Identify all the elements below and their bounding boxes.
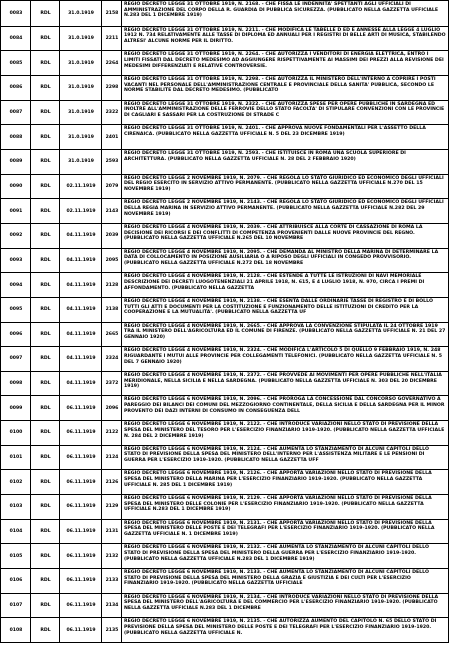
act-date: 31.0.1919 [68, 134, 94, 140]
act-description: REGIO DECRETO LEGGE 4 NOVEMBRE 1919, N. 2095. - CHE DEMANDA AL MINISTRO DELLA MARINA DI DETERMINARE LA DATA DI COLLOCAMENTO IN POSIZIONE AUSILIARIA O A RIPOSO DEGLI UFFICIALI IN CONGEDO PROVVISORIO. (PUBBLICATO NELLA GAZZETTA UFFICIALE N.272 DEL 18 NOVEMBRE [124, 249, 439, 266]
act-number: 2143 [105, 208, 119, 214]
act-type: RDL [40, 85, 51, 91]
act-type: RDL [40, 134, 51, 140]
act-type: RDL [40, 529, 51, 535]
entry-number: 0100 [9, 430, 23, 436]
entry-number: 0104 [9, 529, 23, 535]
act-type: RDL [40, 183, 51, 189]
act-description: REGIO DECRETO LEGGE 6 NOVEMBRE 1919, N. 2124. - CHE AUMENTA LO STANZIAMENTO DI ALCUNI CAPITOLI DELLO STATO DI PREVISIONE DELLA SPESA DEL MINISTERO DELL'INTERNO PER L'ASSISTENZA MILITARE E LE PENSIONI DI GUERRA PER L'ESERCIZIO 1919-1920. (PUBBLICATO NELLA GAZZETTA UFF [124, 446, 429, 464]
act-number: 2039 [105, 233, 119, 239]
act-description: REGIO DECRETO LEGGE 31 OTTOBRE 1919, N. 2322. - CHE AUTORIZZA SPESE PER OPERE PUBBLICHE IN SARDEGNA ED INOLTRE ALL'AMMINISTRAZIONE DELLE FERROVIE DELLO STATO FACOLTA' DI STIPULARE CONVENZIONI CON LE PROVINCIE DI CAGLIARI E SASSARI PER LA COSTRUZIONE DI STRADE C [124, 101, 445, 119]
act-number: 2665 [105, 331, 119, 337]
entry-number: 0106 [9, 578, 23, 584]
act-date: 06.11.1919 [66, 603, 96, 608]
act-date: 04.11.1919 [66, 307, 96, 313]
entry-number: 0094 [9, 282, 23, 288]
act-number: 2401 [105, 134, 119, 140]
table-row [1, 322, 448, 347]
table-row [1, 543, 448, 568]
act-number: 2593 [105, 159, 119, 165]
act-type: RDL [40, 208, 51, 214]
act-description: REGIO DECRETO LEGGE 6 NOVEMBRE 1919, N. 2131. - CHE APPORTA VARIAZIONI NELLO STATO DI PREVISIONE DELLA SPESA DEL MINISTERO DELLE POSTE E DEI TELEGRAFI PER L'ESERCIZIO FINANZIARIO 1919-1920. (PUBBLICATO NELLA GAZZETTA UFFICIALE N. 1 DICEMBRE 1919) [124, 520, 435, 538]
entry-number: 0089 [9, 159, 23, 165]
table-row [1, 420, 448, 445]
act-number: 2264 [105, 60, 119, 66]
table-row [1, 519, 448, 544]
act-type: RDL [40, 430, 51, 436]
entry-number: 0084 [9, 35, 23, 41]
act-date: 31.0.1919 [68, 60, 94, 66]
entry-number: 0107 [9, 603, 23, 608]
act-type: RDL [40, 257, 51, 263]
act-date: 06.11.1919 [66, 479, 96, 485]
act-type: RDL [40, 159, 51, 165]
table-row [1, 124, 448, 149]
entry-number: 0088 [9, 134, 23, 140]
table-row [1, 395, 448, 420]
entry-number: 0092 [9, 233, 23, 239]
act-type: RDL [40, 233, 51, 239]
act-number: 2129 [105, 504, 119, 510]
table-row [1, 223, 448, 248]
act-description: REGIO DECRETO LEGGE 4 NOVEMBRE 1919, N. 2039. - CHE ATTRIBUISCE ALLA CORTE DI CASSAZIONE DI ROMA LA DECISIONE DEI RICORSI E DEI CONFLITTI DI COMPETENZA PROVENIENTI DALLE NUOVE PROVINCIE DEL REGNO. (PUBBLICATO NELLA GAZZETTA UFFICIALE N.265 DEL 10 NOVEMBRE [124, 224, 423, 242]
entry-number: 0093 [9, 257, 23, 263]
entry-number: 0097 [9, 356, 23, 362]
table-row [1, 100, 448, 125]
act-number: 2126 [105, 479, 119, 485]
table-row [1, 494, 448, 519]
entry-number: 0101 [9, 455, 23, 461]
act-number: 2096 [105, 405, 119, 411]
act-type: RDL [40, 282, 51, 288]
act-date: 31.0.1919 [68, 109, 94, 115]
act-type: RDL [40, 307, 51, 313]
act-date: 06.11.1919 [66, 455, 96, 461]
act-number: 2133 [105, 578, 119, 584]
entry-number: 0090 [9, 183, 23, 189]
entry-number: 0103 [9, 504, 23, 510]
act-date: 06.11.1919 [66, 430, 96, 436]
act-date: 06.11.1919 [66, 504, 96, 510]
act-number: 2131 [105, 529, 119, 535]
act-description: REGIO DECRETO LEGGE 6 NOVEMBRE 1919, N. 2133. - CHE AUMENTA LO STANZIAMENTO DI ALCUNI CAPITOLI DELLO STATO DI PREVISIONE DELLA SPESA DEL MINISTERO DELLA GRAZIA E GIUSTIZIA E DEI CULTI PER L'ESERCIZIO FINANZIARIO 1919-1920. (PUBBLICATO NELLA GAZZETTA UFFICIALE [124, 570, 429, 587]
entry-number: 0086 [9, 85, 23, 91]
act-type: RDL [40, 35, 51, 41]
table-row [1, 248, 448, 273]
table-row [1, 50, 448, 75]
act-date: 06.11.1919 [66, 553, 96, 559]
table-row [1, 617, 448, 642]
act-description: REGIO DECRETO LEGGE 31 OTTOBRE 1919, N. 2264. - CHE AUTORIZZA I VENDITORI DI ENERGIA ELETTRICA, ENTRO I LIMITI FISSATI DAL DECRETO MEDESIMO AD AGGIUNGERE RISPETTIVAMENTE AI MASSIMI DEI PREZZI ALLA REVISIONE DEI MEDESIMI DIFFERENZIATI E RELATIVE CONTROVERSIE. [124, 52, 444, 69]
act-description: REGIO DECRETO LEGGE 31 OTTOBRE 1919, N. 2211. - CHE MODIFICA LE TABELLE D ED E ANNESSE ALLA LEGGE 4 LUGLIO 1912 N. 734 RELATIVAMENTE ALLE TASSE DI DIPLOMA ED ANNUALI PER I REGISTRI DI BELLE ARTI DI MUSICA, STABILENDO ALTRESI' ALCUNE NORME PER IL DIRITTO. [124, 27, 446, 45]
act-number: 2372 [105, 381, 119, 387]
entry-number: 0095 [9, 307, 23, 313]
act-number: 2132 [105, 553, 119, 559]
act-date: 06.11.1919 [66, 529, 96, 535]
table-row [1, 593, 448, 618]
act-description: REGIO DECRETO LEGGE 4 NOVEMBRE 1919, N. 2138. - CHE ESENTA DALLE ORDINARIE TASSE DI REGISTRO E DI BOLLO TUTTI GLI ATTI E DOCUMENTI PER LA COSTITUZIONE E FUNZIONAMENTO DELLE ISTITUZIONI DI CREDITO PER LA COOPERAZIONE E LA MUTUALITA'. (PUBBLICATO NELLA GAZZETTA UF [124, 298, 433, 316]
table-row [1, 272, 448, 297]
act-number: 2124 [105, 455, 119, 461]
act-type: RDL [40, 60, 51, 66]
act-number: 2128 [105, 282, 119, 288]
entry-number: 0096 [9, 331, 23, 337]
act-date: 06.11.1919 [66, 578, 96, 584]
act-description: REGIO DECRETO LEGGE 2 NOVEMBRE 1919, N. 2143. - CHE REGOLA LO STATO GIURIDICO ED ECONOMICO DEGLI UFFICIALI DELLA REGIA MARINA IN SERVIZIO ATTIVO PERMANENTE. (PUBBLICATO NELLA GAZZETTA UFFICIALE N.282 DEL 29 NOVEMBRE 1919) [124, 200, 444, 217]
act-type: RDL [40, 479, 51, 485]
act-type: RDL [40, 405, 51, 411]
act-type: RDL [40, 455, 51, 461]
act-number: 2211 [105, 35, 119, 41]
act-description: REGIO DECRETO LEGGE 2 NOVEMBRE 1919, N. 2079. - CHE REGOLA LO STATO GIURIDICO ED ECONOMICO DEGLI UFFICIALI DEL REGIO ESERCITO IN SERVIZIO ATTIVO PERMANENTE. (PUBBLICATO NELLA GAZZETTA UFFICIALE N.270 DEL 15 NOVEMBRE 1919) [124, 175, 444, 192]
act-number: 2298 [105, 85, 119, 91]
act-type: RDL [40, 356, 51, 362]
entry-number: 0099 [9, 405, 23, 411]
act-description: REGIO DECRETO LEGGE 6 NOVEMBRE 1919, N. 2122. - CHE INTRODUCE VARIAZIONI NELLO STATO DI PREVISIONE DELLA SPESA DEL MINISTERO DEL TESORO PER L'ESERCIZIO FINANZIARIO 1919-1920. (PUBBLICATO NELLA GAZZETTA UFFICIALE N. 284 DEL 2 DICEMBRE 1919) [124, 422, 445, 439]
act-number: 2138 [105, 307, 119, 313]
act-type: RDL [40, 578, 51, 584]
act-date: 04.11.1919 [66, 257, 96, 263]
act-date: 04.11.1919 [66, 233, 96, 239]
table-row [1, 1, 448, 26]
table-row [1, 198, 448, 223]
table-row [1, 297, 448, 322]
act-number: 2324 [105, 356, 119, 362]
act-date: 04.11.1919 [66, 381, 96, 387]
entry-number: 0105 [9, 553, 23, 559]
act-description: REGIO DECRETO LEGGE 6 NOVEMBRE 1919, N. 2132. - CHE AUMENTA LO STANZIAMENTO DI ALCUNI CAPITOLI DELLO STATO DI PREVISIONE DELLA SPESA DEL MINISTERO DELLA GUERRA PER L'ESERCIZIO FINANZIARIO 1919-1920. (PUBBLICATO NELLA GAZZETTA UFFICIALE N.283 DEL 1 DICEMBRE 1919) [124, 545, 429, 562]
act-description: REGIO DECRETO LEGGE 6 NOVEMBRE 1919, N. 2129. - CHE APPORTA VARIAZIONI NELLO STATO DI PREVISIONE DELLA SPESA DEL MINISTERO DELLE COLONIE PER L'ESERCIZIO FINANZIARIO 1919-1920. (PUBBLICATO NELLA GAZZETTA UFFICIALE N.283 DEL 1 DICEMBRE 1919) [124, 496, 432, 513]
act-date: 31.0.1919 [68, 85, 94, 91]
act-description: REGIO DECRETO LEGGE 4 NOVEMBRE 1919, N. 2665. - CHE APPROVA LA CONVENZIONE STIPULATA IL 24 OTTOBRE 1919 TRA IL MINISTERO DELL'AGRICOLTURA ED IL COMUNE DI FIRENZE. (PUBBLICATO NELLA GAZZETTA UFFICIALE N. 21 DEL 27 GENNAIO 1920) [124, 323, 446, 340]
act-number: 2322 [105, 109, 119, 115]
act-number: 2095 [105, 257, 119, 263]
entry-number: 0102 [9, 479, 23, 485]
table-row [1, 445, 448, 470]
act-description: REGIO DECRETO LEGGE 6 NOVEMBRE 1919, N. 2134. - CHE INTRODUCE VARIAZIONI NELLO STATO DI PREVISIONE DELLA SPESA DEL MINISTERO DELL'AGRICOLTURA E DEL COMMERCIO PER L'ESERCIZIO FINANZIARIO 1919-1920. (PUBBLICATO NELLA GAZZETTA UFFICIALE N.283 DEL 1 DICEMBRE [124, 594, 439, 612]
act-type: RDL [40, 504, 51, 510]
act-number: 2158 [105, 10, 119, 16]
act-description: REGIO DECRETO LEGGE 4 NOVEMBRE 1919, N. 2372. - CHE PROVVEDE AI MOVIMENTI PER OPERE PUBBLICHE NELL'ITALIA MERIDIONALE, NELLA SICILIA E NELLA SARDEGNA. (PUBBLICATO NELLA GAZZETTA UFFICIALE N. 303 DEL 20 DICEMBRE 1919) [124, 372, 442, 390]
table-row [1, 346, 448, 371]
act-date: 04.11.1919 [66, 282, 96, 288]
act-date: 02.11.1919 [66, 183, 96, 189]
table-row [1, 174, 448, 199]
act-date: 31.0.1919 [68, 159, 94, 165]
table-row [1, 149, 448, 174]
act-description: REGIO DECRETO LEGGE 31 OTTOBRE 1919, N. 2168. - CHE FISSA LE INDENNITA' SPETTANTI AGLI UFFICIALI DI AMMINISTRAZIONE DEL CORPO DELLA R. GUARDIA DI PUBBLICA SICUREZZA. (PUBBLICATO NELLA GAZZETTA UFFICIALE N.283 DEL 1 DICEMBRE 1919) [124, 2, 439, 19]
act-number: 2122 [105, 430, 119, 436]
act-type: RDL [40, 553, 51, 559]
act-description: REGIO DECRETO LEGGE 6 NOVEMBRE 1919, N. 2135. - CHE AUTORIZZA AUMENTO DEL CAPITOLO N. 65 DELLO STATO DI PREVISIONE DELLA SPESA DEL MINISTERO DELLE POSTE E DEI TELEGRAFI PER L'ESERCIZIO FINANZIARIO 1919-1920. (PUBBLICATO NELLA GAZZETTA UFFICIALE N. [124, 619, 437, 636]
act-type: RDL [40, 331, 51, 337]
entry-number: 0085 [9, 60, 23, 66]
act-description: REGIO DECRETO LEGGE 4 NOVEMBRE 1919, N. 2324. - CHE MODIFICA L'ARTICOLO 5 DI QUELLO 9 FEBBRAIO 1919, N. 248 RIGUARDANTE I MUTUI ALLE PROVINCIE PER COLLEGAMENTI TELEFONICI. (PUBBLICATO NELLA GAZZETTA UFFICIALE N. 5 DEL 7 GENNAIO 1920) [124, 348, 443, 365]
act-description: REGIO DECRETO LEGGE 4 NOVEMBRE 1919, N. 2128. - CHE ESTENDE A TUTTE LE ISTRUZIONI DI NAVI MEMORIALE DESCRIZIONE DEI DECRETI LUOGOTENENZIALI 21 APRILE 1918, N. 615, E 4 LUGLIO 1918, N. 970, CIRCA I PREMI DI AFFONDAMENTO. (PUBBLICATO NELLA GAZZETTA [124, 274, 425, 291]
act-type: RDL [40, 10, 51, 16]
act-date: 06.11.1919 [66, 405, 96, 411]
act-type: RDL [40, 381, 51, 387]
act-type: RDL [40, 109, 51, 115]
entry-number: 0098 [9, 381, 23, 387]
table-row [1, 371, 448, 396]
act-date: 06.11.1919 [66, 627, 96, 633]
table-row [1, 469, 448, 494]
act-date: 31.0.1919 [68, 10, 94, 16]
entry-number: 0087 [9, 109, 23, 115]
act-number: 2079 [105, 183, 119, 189]
act-type: RDL [40, 627, 51, 633]
act-date: 02.11.1919 [66, 208, 96, 214]
act-number: 2134 [105, 603, 119, 608]
act-description: REGIO DECRETO LEGGE 6 NOVEMBRE 1919, N. 2126. - CHE APPORTA VARIAZIONI NELLO STATO DI PREVISIONE DELLA SPESA DEL MINISTERO DELLA MARINA PER L'ESERCIZIO FINANZIARIO 1919-1920. (PUBBLICATO NELLA GAZZETTA UFFICIALE N. 285 DEL 1 DICEMBRE 1919) [124, 471, 432, 488]
act-date: 04.11.1919 [66, 331, 96, 337]
act-date: 31.0.1919 [68, 35, 94, 41]
entry-number: 0108 [9, 627, 23, 633]
act-description: REGIO DECRETO LEGGE 31 OTTOBRE 1919, N. 2593. - CHE ISTITUISCE IN ROMA UNA SCUOLA SUPERIORE DI ARCHITETTURA. (PUBBLICATO NELLA GAZZETTA UFFICIALE N. 28 DEL 2 FEBBRAIO 1920) [124, 150, 406, 162]
act-type: RDL [40, 603, 51, 608]
act-number: 2135 [105, 627, 119, 633]
act-date: 04.11.1919 [66, 356, 96, 362]
entry-number: 0083 [9, 10, 23, 16]
table-row [1, 75, 448, 100]
act-description: REGIO DECRETO LEGGE 31 OTTOBRE 1919, N. 2401. - CHE APPROVA NUOVE FONDAMENTALI PER L'ASSETTO DELLA CIRENAICA. (PUBBLICATO NELLA GAZZETTA UFFICIALE N. 5 DEL 23 DICEMBRE 1919) [124, 126, 426, 137]
act-description: REGIO DECRETO LEGGE 6 NOVEMBRE 1919, N. 2096. - CHE PROROGA LA CONCESSIONE DAL CONCORSO GOVERNATIVO A PAREGGIO DEI BILANCI DEI COMUNI DEL MEZZOGIORNO CONTINENTALE, DELLA SICILIA E DELLA SARDEGNA PER IL MINOR PROVENTO DEI DAZI INTERNI DI CONSUMO IN CONSEGUENZA DELL [124, 397, 445, 414]
table-row [1, 568, 448, 593]
table-row [1, 26, 448, 51]
act-description: REGIO DECRETO LEGGE 31 OTTOBRE 1919, N. 2298. - CHE AUTORIZZA IL MINISTERO DELL'INTERNO A COPRIRE I POSTI VACANTI NEL PERSONALE DELL'AMMINISTRAZIONE CENTRALE E PROVINCIALE DELLA SANITA' PUBBLICA, SECONDO LE NORME STABILITE DAL DECRETO MEDESIMO. (PUBBLICATO [124, 76, 436, 94]
entry-number: 0091 [9, 208, 23, 214]
